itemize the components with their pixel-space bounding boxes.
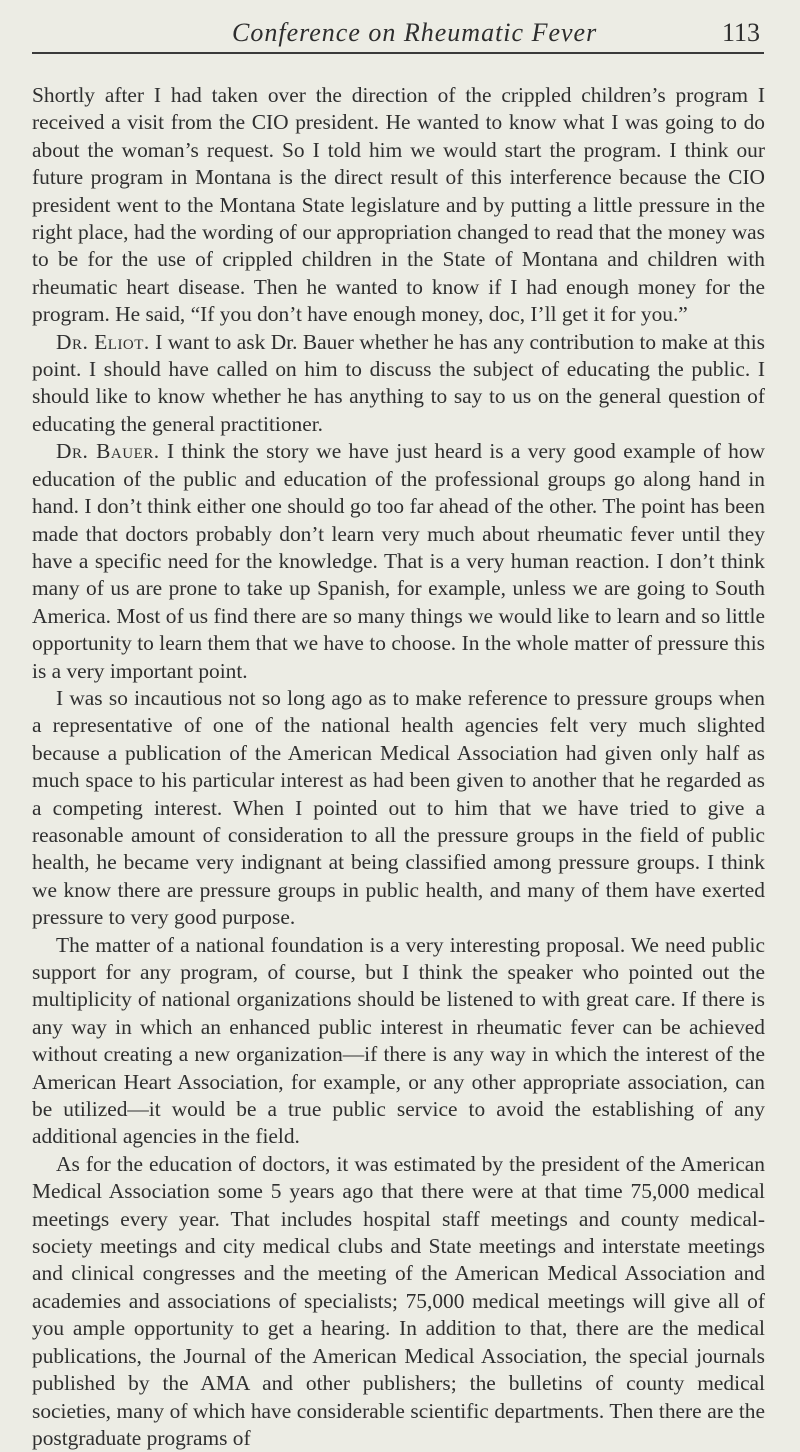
paragraph-text: I think the story we have just heard is a very good example of how education of the public and education of the professional groups go along hand in hand. I don’t think either one should go too far ahead of the other. The point has been made that doctors probably don’t learn very much about rheumatic fever until they have a specific need for the knowledge. That is a very human reaction. I don’t think many of us are prone to take up Spanish, for example, unless we are going to South America. Most of us find there are so many things we would like to learn and so little opportunity to learn them that we have to choose. In the whole matter of pressure this is a very important point. xyxy=(32,439,765,683)
paragraph xyxy=(32,685,765,932)
paragraph-text: I want to ask Dr. Bauer whether he has any contribution to make at this point. I should have called on him to discuss the subject of educating the public. I should like to know whether he has anything to say to us on the general question of educating the general practitioner. xyxy=(32,329,765,436)
paragraph xyxy=(32,82,765,329)
body-text xyxy=(32,82,765,1452)
page-number: 113 xyxy=(721,18,760,47)
paragraph xyxy=(32,1151,765,1452)
speaker-name: Dr. Bauer. xyxy=(56,439,160,464)
paragraph xyxy=(32,438,765,685)
paragraph-text: I was so incautious not so long ago as to make reference to pressure groups when a representative of one of the national health agencies felt very much slighted because a publication of the American Medical Association had given only half as much space to his particular interest as had been given to another that he regarded as a competing interest. When I pointed out to him that we have tried to give a reasonable amount of consideration to all the pressure groups in the field of public health, he became very indignant at being classified among pressure groups. I think we know there are pressure groups in public health, and many of them have exerted pressure to very good purpose. xyxy=(32,685,765,930)
running-title: Conference on Rheumatic Fever xyxy=(232,18,598,47)
paragraph xyxy=(32,329,765,439)
paragraph-text: Shortly after I had taken over the direction of the crippled children’s program I received a visit from the CIO president. He wanted to know what I was going to do about the woman’s request. So I told him we would start the program. I think our future program in Montana is the direct result of this interference because the CIO president went to the Montana State legislature and by putting a little pressure in the right place, had the wording of our appropriation changed to read that the money was to be for the use of crippled children in the State of Montana and children with rheumatic heart disease. Then he wanted to know if I had enough money for the program. He said, “If you don’t have enough money, doc, I’ll get it for you.” xyxy=(32,83,765,327)
speaker-name: Dr. Eliot. xyxy=(56,329,150,354)
paragraph xyxy=(32,932,765,1151)
running-header xyxy=(32,16,764,54)
paragraph-text: The matter of a national foundation is a very interesting proposal. We need public support for any program, of course, but I think the speaker who pointed out the multiplicity of national organizations should be listened to with great care. If there is any way in which an enhanced public interest in rheumatic fever can be achieved without creating a new organization—if there is any way in which the interest of the American Heart Association, for example, or any other appropriate association, can be utilized—it would be a true public service to avoid the establishing of any additional agencies in the field. xyxy=(32,932,765,1149)
paragraph-text: As for the education of doctors, it was estimated by the president of the American Medical Association some 5 years ago that there were at that time 75,000 medical meetings every year. That includes hospital staff meetings and county medical-society meetings and city medical clubs and State meetings and interstate meetings and clinical congresses and the meeting of the American Medical Association and academies and associations of specialists; 75,000 medical meetings will give all of you ample opportunity to get a hearing. In addition to that, there are the medical publications, the Journal of the American Medical Association, the special journals published by the AMA and other publishers; the bulletins of county medical societies, many of which have considerable scientific departments. Then there are the postgraduate programs of xyxy=(32,1151,765,1450)
